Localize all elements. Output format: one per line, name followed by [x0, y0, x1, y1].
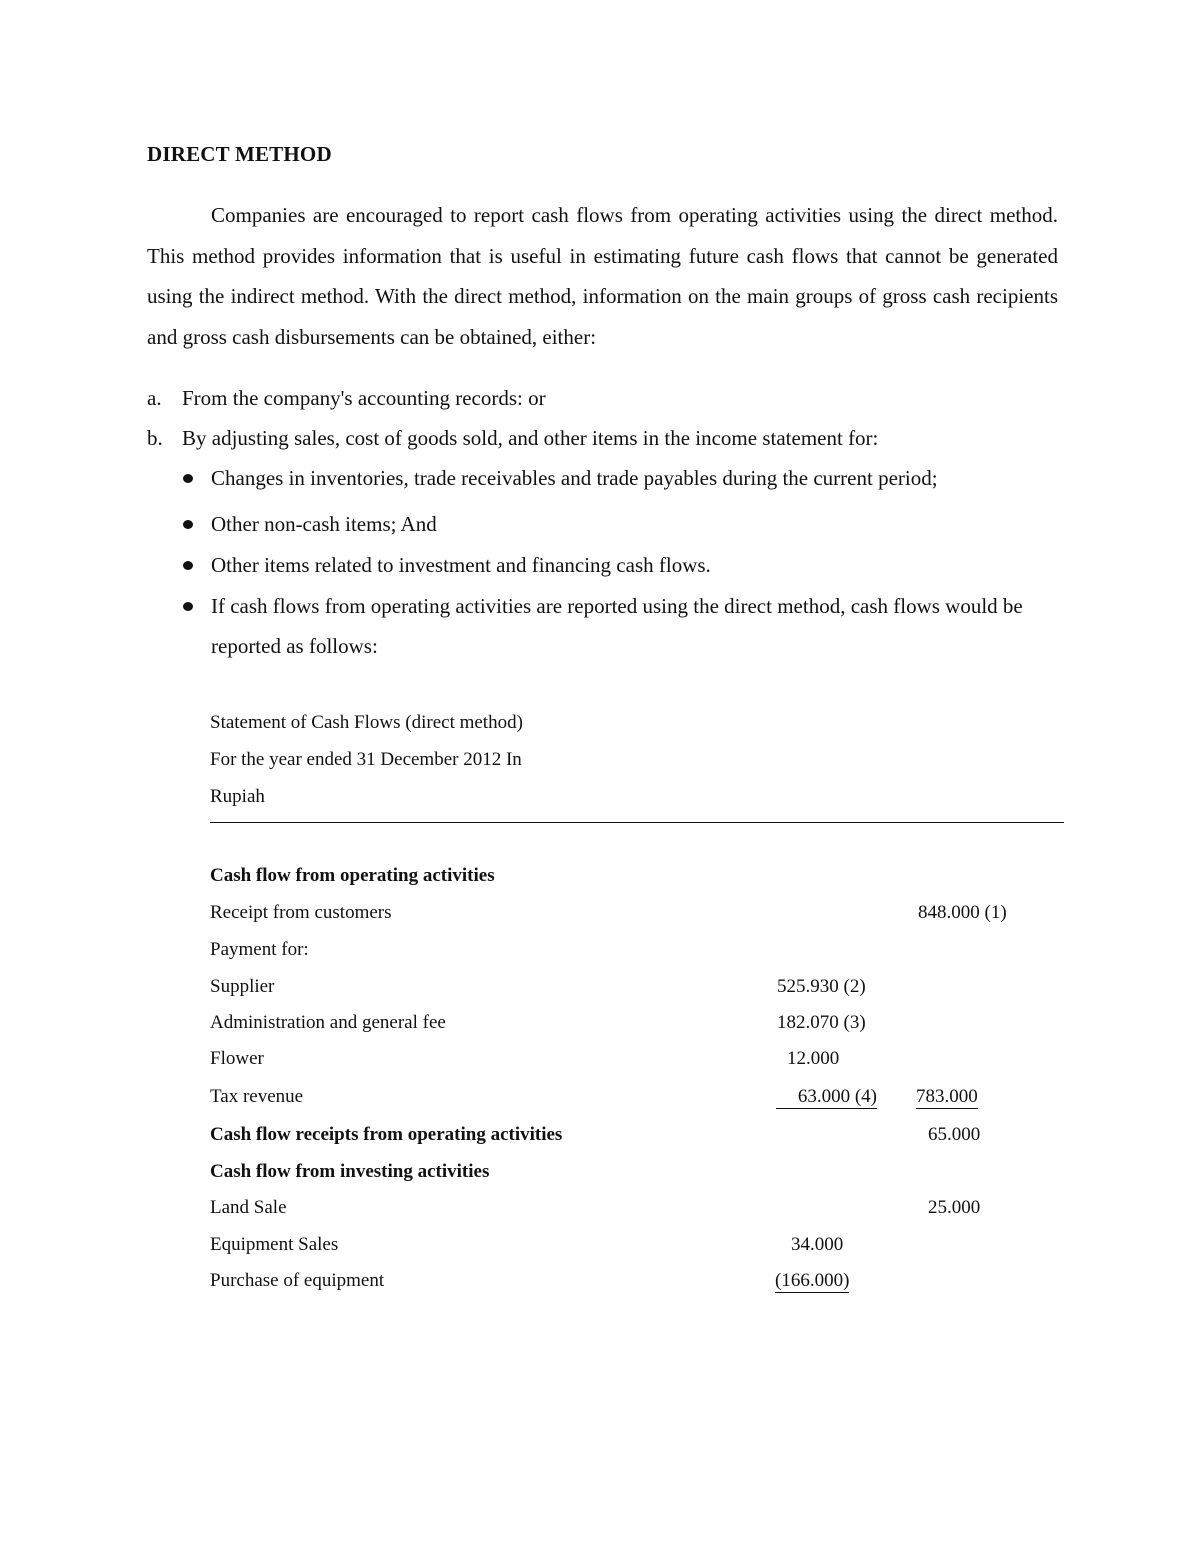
bullet-text: Other items related to investment and financing cash flows. — [211, 553, 711, 577]
row-label: Tax revenue — [210, 1086, 304, 1107]
statement-divider — [210, 822, 1064, 823]
statement-title: Statement of Cash Flows (direct method) — [210, 712, 523, 733]
list-item-text: By adjusting sales, cost of goods sold, and other items in the income statement for: — [182, 426, 879, 450]
row-amount-detail: 525.930 (2) — [777, 976, 866, 997]
row-amount-detail: 34.000 — [791, 1234, 844, 1255]
row-label: Cash flow receipts from operating activities — [210, 1124, 563, 1145]
bullet-text: Other non-cash items; And — [211, 512, 437, 536]
bullet-text: If cash flows from operating activities are reported using the direct method, cash flows would be reported as follows: — [211, 594, 1023, 658]
row-label: Land Sale — [210, 1197, 287, 1218]
row-amount-detail: 182.070 (3) — [777, 1012, 866, 1033]
row-label: Cash flow from investing activities — [210, 1161, 490, 1182]
statement-currency: Rupiah — [210, 786, 265, 807]
bullet-dot-icon — [183, 561, 193, 570]
row-label: Purchase of equipment — [210, 1270, 385, 1291]
row-amount-total: 65.000 — [928, 1124, 981, 1145]
row-label: Administration and general fee — [210, 1012, 446, 1033]
row-label: Cash flow from operating activities — [210, 865, 495, 886]
row-label: Supplier — [210, 976, 275, 997]
bullet-dot-icon — [183, 520, 193, 529]
bullet-dot-icon — [183, 602, 193, 611]
row-amount-total: 783.000 — [916, 1086, 978, 1107]
statement-period: For the year ended 31 December 2012 In — [210, 749, 522, 770]
list-marker: a. — [147, 386, 162, 410]
row-amount-total: 25.000 — [928, 1197, 981, 1218]
row-amount-detail: 12.000 — [787, 1048, 840, 1069]
row-label: Flower — [210, 1048, 264, 1069]
row-label: Payment for: — [210, 939, 309, 960]
row-label: Equipment Sales — [210, 1234, 339, 1255]
list-marker: b. — [147, 426, 163, 450]
bullet-dot-icon — [183, 474, 193, 483]
section-heading: DIRECT METHOD — [147, 142, 332, 166]
row-amount-total: 848.000 (1) — [918, 902, 1007, 923]
row-label: Receipt from customers — [210, 902, 392, 923]
row-amount-detail: 63.000 (4) — [776, 1086, 877, 1109]
intro-paragraph: Companies are encouraged to report cash flows from operating activities using the direct method. This method provides information that is useful in estimating future cash flows that cannot be generated using the indirect method. With the direct method, information on the main groups of gross cash recipients and gross cash disbursements can be obtained, either: — [147, 203, 1058, 349]
row-amount-detail: (166.000) — [775, 1270, 850, 1291]
list-item-text: From the company's accounting records: or — [182, 386, 546, 410]
bullet-text: Changes in inventories, trade receivables and trade payables during the current period; — [211, 466, 938, 490]
